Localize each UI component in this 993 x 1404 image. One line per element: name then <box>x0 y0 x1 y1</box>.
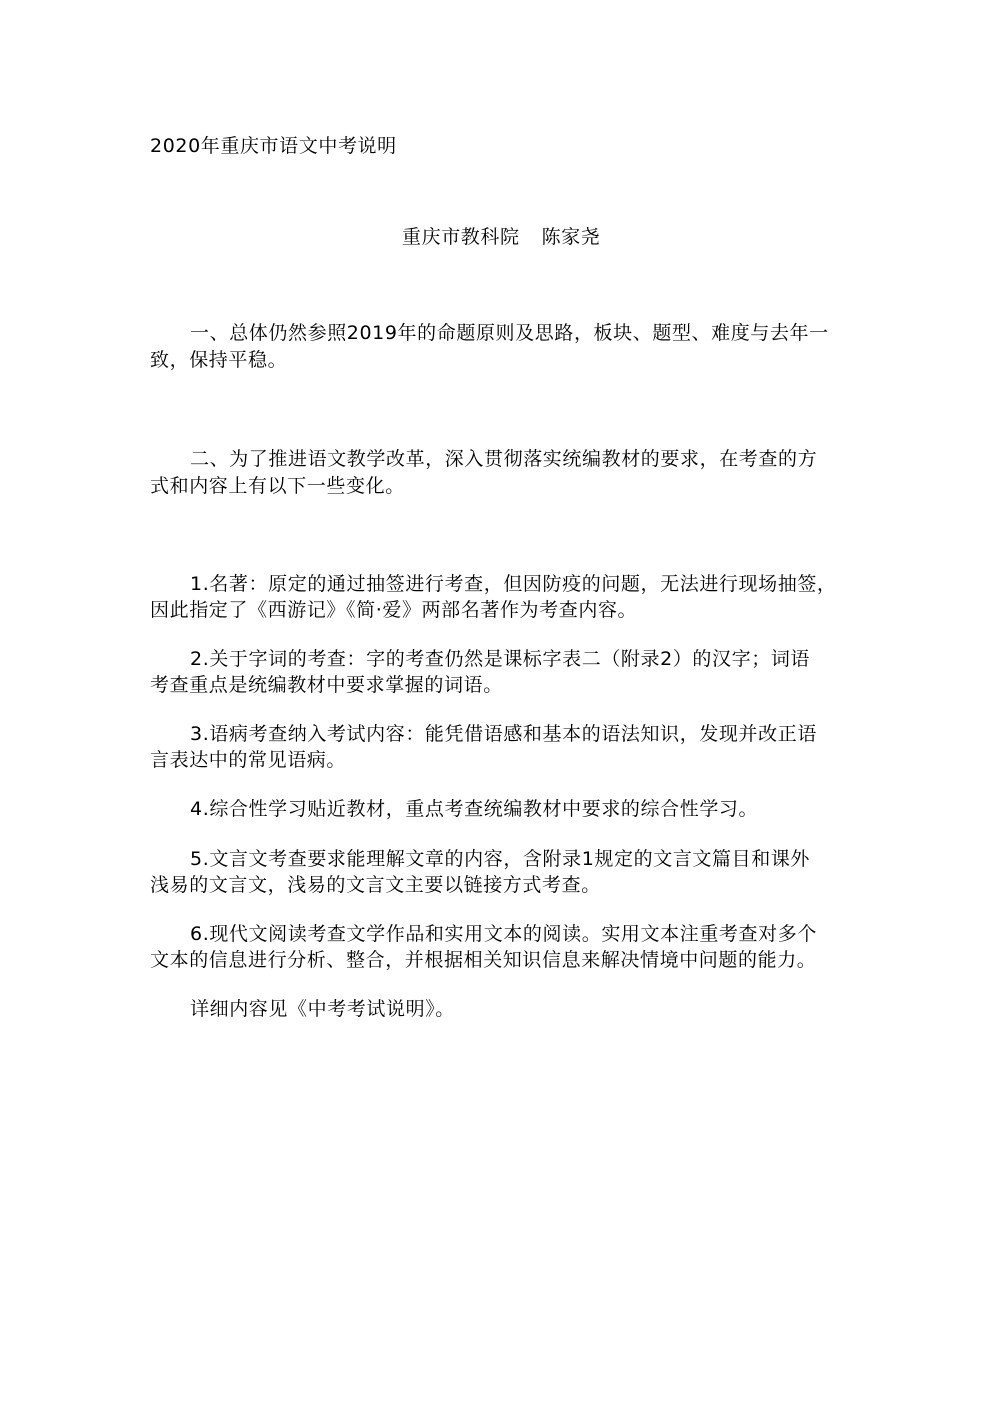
item-5-line-2: 浅易的文言文，浅易的文言文主要以链接方式考查。 <box>150 874 601 896</box>
item-6-line-1: 6.现代文阅读考查文学作品和实用文本的阅读。实用文本注重考查对多个 <box>190 923 817 945</box>
item-1-line-1: 1.名著：原定的通过抽签进行考查，但因防疫的问题，无法进行现场抽签， <box>190 573 837 595</box>
section-2-line-1: 二、为了推进语文教学改革，深入贯彻落实统编教材的要求，在考查的方 <box>190 448 818 470</box>
item-3-line-1: 3.语病考查纳入考试内容：能凭借语感和基本的语法知识，发现并改正语 <box>190 723 817 745</box>
item-1-line-2: 因此指定了《西游记》《简·爱》两部名著作为考查内容。 <box>150 599 638 621</box>
document-author <box>402 225 600 249</box>
item-2-line-1: 2.关于字词的考查：字的考查仍然是课标字表二（附录2）的汉字；词语 <box>190 648 811 670</box>
section-2-line-2: 式和内容上有以下一些变化。 <box>150 475 405 497</box>
item-4-line-1: 4.综合性学习贴近教材，重点考查统编教材中要求的综合性学习。 <box>190 798 759 820</box>
author-organization: 重庆市教科院 <box>402 226 520 248</box>
item-6-line-2: 文本的信息进行分析、整合，并根据相关知识信息来解决情境中问题的能力。 <box>150 949 817 971</box>
closing-note: 详细内容见《中考考试说明》。 <box>190 998 455 1020</box>
item-5-line-1: 5.文言文考查要求能理解文章的内容，含附录1规定的文言文篇目和课外 <box>190 848 811 870</box>
section-1-line-2: 致，保持平稳。 <box>150 349 288 371</box>
item-3-line-2: 言表达中的常见语病。 <box>150 749 347 771</box>
document-title: 2020年重庆市语文中考说明 <box>150 135 397 157</box>
item-2-line-2: 考查重点是统编教材中要求掌握的词语。 <box>150 674 503 696</box>
author-name: 陈家尧 <box>541 226 601 248</box>
section-1-line-1: 一、总体仍然参照2019年的命题原则及思路，板块、题型、难度与去年一 <box>190 322 829 344</box>
